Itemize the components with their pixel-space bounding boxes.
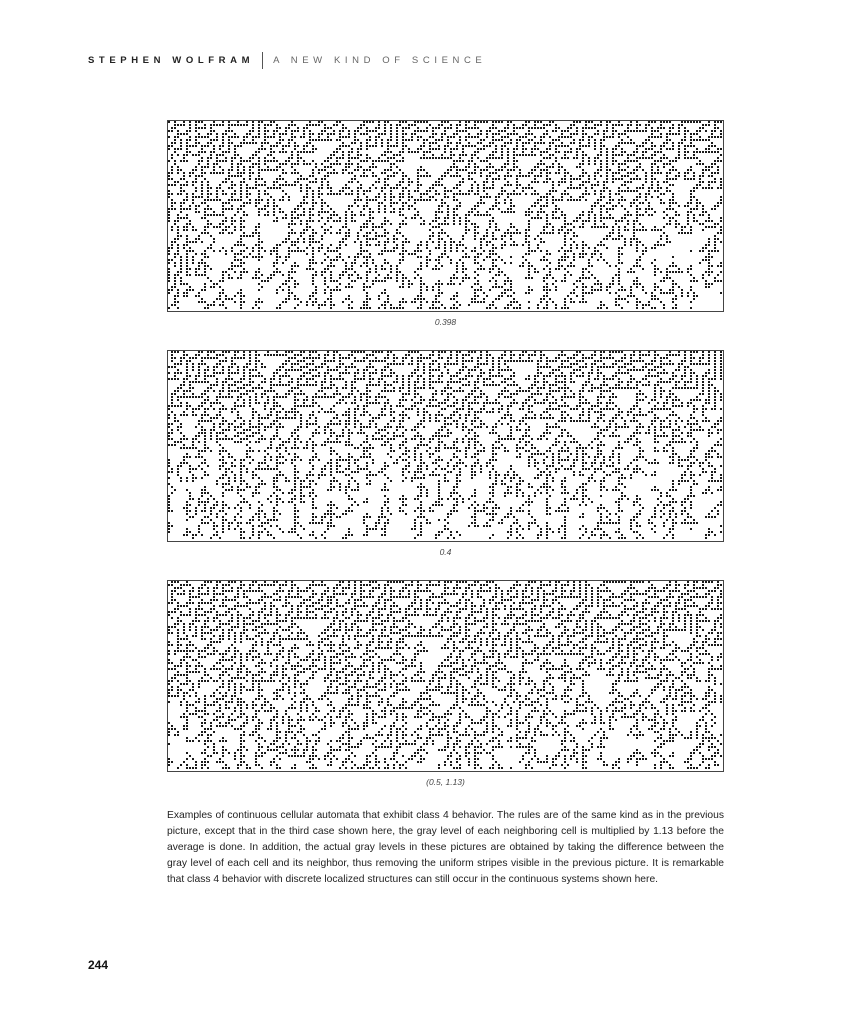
ca-pattern-2	[168, 351, 723, 541]
header-book-title: A NEW KIND OF SCIENCE	[273, 54, 487, 66]
ca-figure-2	[167, 350, 724, 542]
figure-3-label: (0.5, 1.13)	[426, 777, 465, 787]
header-author: STEPHEN WOLFRAM	[88, 54, 255, 66]
page-number: 244	[88, 958, 109, 972]
header-divider	[262, 52, 263, 69]
ca-figure-1	[167, 120, 724, 312]
ca-pattern-3	[168, 581, 723, 771]
figure-caption-text: Examples of continuous cellular automata that exhibit class 4 behavior. The rules are of the same kind as in the previous picture, except that in the third case shown here, the gray level of each neighboring cell is multiplied by 1.13 before the average is done. In addition, the actual gray levels in these pictures are obtained by taking the difference between the gray level of each cell and its neighbor, thus removing the uniform stripes visible in the previous picture. It is remarkable that class 4 behavior with discrete localized structures can still occur in the continuous systems shown here.	[167, 810, 724, 885]
ca-cells	[168, 121, 722, 309]
ca-cells	[168, 351, 722, 539]
ca-pattern-1	[168, 121, 723, 311]
ca-cells	[168, 581, 722, 769]
figure-2-label: 0.4	[439, 547, 452, 557]
figure-1-label: 0.398	[434, 317, 457, 327]
running-header	[88, 50, 486, 70]
ca-figure-3	[167, 580, 724, 772]
